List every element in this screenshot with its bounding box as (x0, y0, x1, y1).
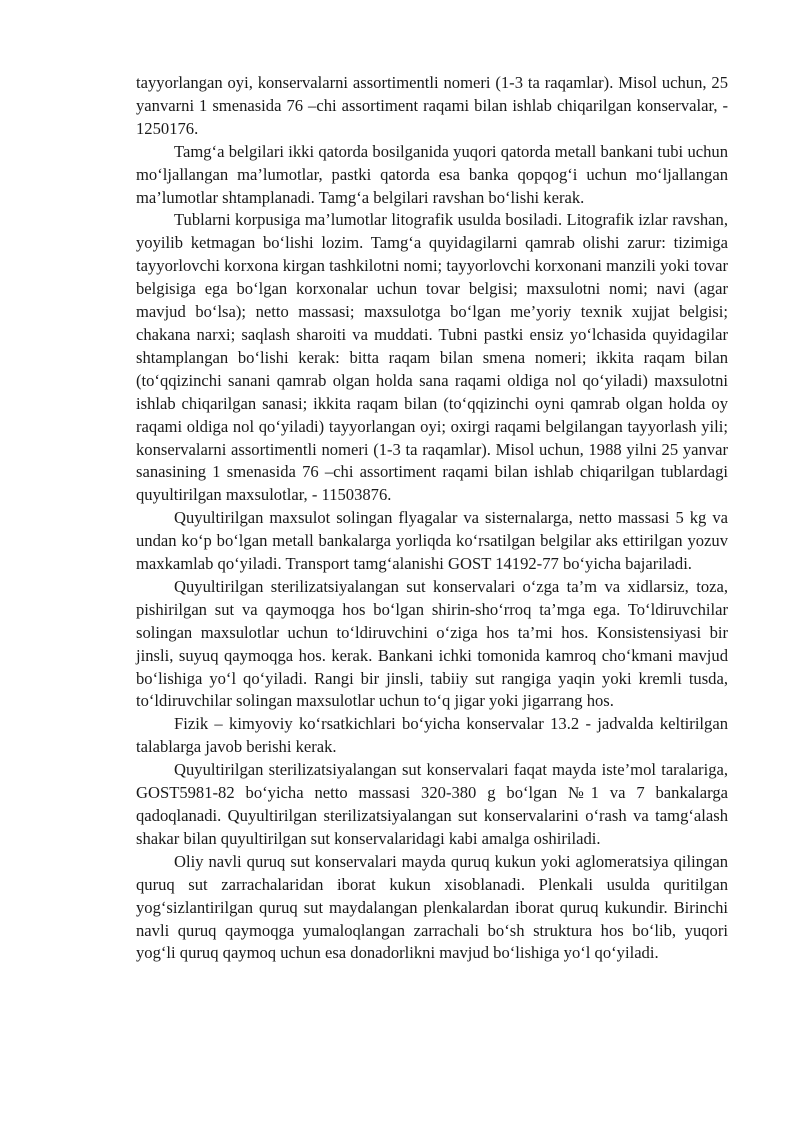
paragraph-lithography: Tublarni korpusiga ma’lumotlar litografik usulda bosiladi. Litografik izlar ravshan, yoyilib ketmagan bo‘lishi lozim. Tamg‘a quyidagilarni qamrab olishi zarur: tizimiga tayyorlovchi korxona kirgan tashkilotni nomi; tayyorlovchi korxonani manzili yoki tovar belgisiga ega bo‘lgan korxonalar uchun tovar belgisi; maxsulotni nomi; navi (agar mavjud bo‘lsa); netto massasi; maxsulotga bo‘lgan me’yoriy texnik xujjat belgisi; chakana narxi; saqlash sharoiti va muddati. Tubni pastki ensiz yo‘lchasida quyidagilar shtamplangan bo‘lishi kerak: bitta raqam bilan smena nomeri; ikkita raqam bilan (to‘qqizinchi sanani qamrab olgan holda sana raqami oldiga nol qo‘yiladi) maxsulotni ishlab chiqarilgan sanasi; ikkita raqam bilan (to‘qqizinchi oyni qamrab olgan holda oy raqami oldiga nol qo‘yiladi) tayyorlangan oyi; oxirgi raqami belgilangan tayyorlash yili; konservalarni assortimentli nomeri (1-3 ta raqamlar). Misol uchun, 1988 yilni 25 yanvar sanasining 1 smenasida 76 –chi assortiment raqami bilan ishlab chiqarilgan tublardagi quyultirilgan maxsulotlar, - 11503876. (136, 210, 728, 505)
paragraph-flasks-labeling: Quyultirilgan maxsulot solingan flyagalar va sisternalarga, netto massasi 5 kg va undan ko‘p bo‘lgan metall bankalarga yorliqda ko‘rsatilgan belgilar aks ettirilgan yozuv maxkamlab qo‘yiladi. Transport tamg‘alanishi GOST 14192-77 bo‘yicha bajariladi. (136, 508, 728, 574)
paragraph-dry-milk: Oliy navli quruq sut konservalari mayda quruq kukun yoki aglomeratsiya qilingan quruq sut zarrachalaridan iborat kukun xisoblanadi. Plenkali usulda quritilgan yog‘sizlantirilgan quruq sut maydalangan plenkalardan iborat quruq kukundir. Birinchi navli quruq qaymoqga yumaloqlangan zarrachali bo‘sh struktura hos bo‘lib, yuqori yog‘li quruq qaymoq uchun esa donadorlikni mavjud bo‘lishiga yo‘l qo‘yiladi. (136, 851, 728, 963)
paragraph-packaging: Quyultirilgan sterilizatsiyalangan sut konservalari faqat mayda iste’mol taralariga, GOST5981-82 bo‘yicha netto massasi 320-380 g bo‘lgan №1 va 7 bankalarga qadoqlanadi. Quyultirilgan sterilizatsiyalangan sut konservalarini o‘rash va tamg‘alash shakar bilan quyultirilgan sut konservalaridagi kabi amalga oshiriladi. (136, 760, 728, 848)
paragraph-sterilized-properties: Quyultirilgan sterilizatsiyalangan sut konservalari o‘zga ta’m va xidlarsiz, toza, pishirilgan sut va qaymoqga hos bo‘lgan shirin-sho‘rroq ta’mga ega. To‘ldiruvchilar solingan maxsulotlar uchun to‘ldiruvchini o‘ziga hos ta’mi hos. Konsistensiyasi bir jinsli, suyuq qaymoqga hos. kerak. Bankani ichki tomonida kamroq cho‘kmani mavjud bo‘lishiga yo‘l qo‘yiladi. Rangi bir jinsli, tabiiy sut rangiga yaqin yoki kremli tusda, to‘ldiruvchilar solingan maxsulotlar uchun to‘q jigar yoki jigarrang hos. (136, 576, 728, 711)
document-page (136, 72, 728, 965)
paragraph-stamp-rows: Tamg‘a belgilari ikki qatorda bosilganida yuqori qatorda metall bankani tubi uchun mo‘ljallangan ma’lumotlar, pastki qatorda esa banka qopqog‘i uchun mo‘ljallangan ma’lumotlar shtamplanadi. Tamg‘a belgilari ravshan bo‘lishi kerak. (136, 141, 728, 207)
paragraph-physicochemical: Fizik – kimyoviy ko‘rsatkichlari bo‘yicha konservalar 13.2 - jadvalda keltirilgan talablarga javob berishi kerak. (136, 714, 728, 757)
paragraph-continuation: tayyorlangan oyi, konservalarni assortimentli nomeri (1-3 ta raqamlar). Misol uchun, 25 yanvarni 1 smenasida 76 –chi assortiment raqami bilan ishlab chiqarilgan konservalar, - 1250176. (136, 73, 728, 138)
